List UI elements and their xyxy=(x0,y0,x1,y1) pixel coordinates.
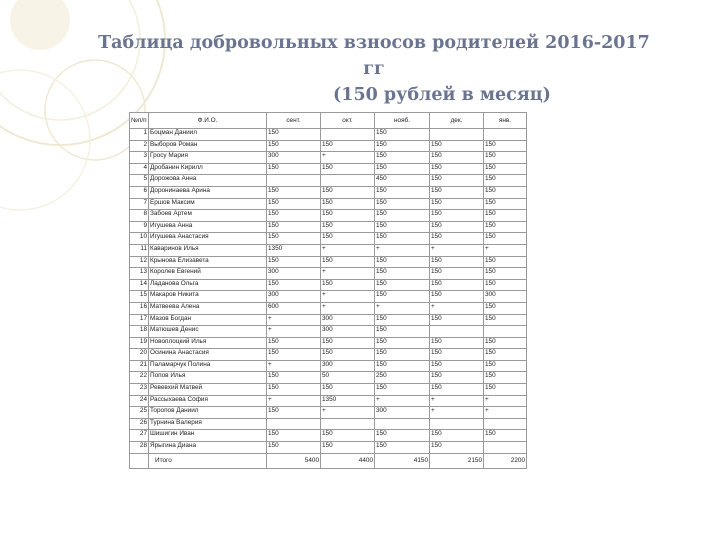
payment-cell: 150 xyxy=(375,430,430,442)
row-number: 10 xyxy=(130,233,149,245)
table-row xyxy=(130,186,527,198)
payment-cell: 150 xyxy=(430,210,484,222)
row-number: 8 xyxy=(130,210,149,222)
payment-cell: 300 xyxy=(321,360,375,372)
row-number: 26 xyxy=(130,418,149,430)
payment-cell: 1350 xyxy=(267,244,321,256)
column-header: нояб. xyxy=(375,113,430,129)
table-row xyxy=(130,175,527,187)
payment-cell: 150 xyxy=(267,256,321,268)
table-row xyxy=(130,360,527,372)
row-number: 6 xyxy=(130,186,149,198)
total-spacer xyxy=(130,453,149,468)
row-number: 24 xyxy=(130,395,149,407)
table-row xyxy=(130,244,527,256)
payment-cell: 150 xyxy=(375,279,430,291)
row-number: 1 xyxy=(130,129,149,141)
student-name: Боцман Даниил xyxy=(149,129,267,141)
payment-cell: + xyxy=(321,244,375,256)
payment-cell xyxy=(267,418,321,430)
student-name: Крынова Елизавета xyxy=(149,256,267,268)
table-header-row xyxy=(130,113,527,129)
student-name: Гросу Мария xyxy=(149,152,267,164)
payment-cell: 600 xyxy=(267,302,321,314)
payment-cell: + xyxy=(430,407,484,419)
row-number: 16 xyxy=(130,302,149,314)
payment-cell xyxy=(484,442,527,454)
payment-cell: 150 xyxy=(375,256,430,268)
row-number: 21 xyxy=(130,360,149,372)
column-header: №п/п xyxy=(130,113,149,129)
student-name: Матвеева Алена xyxy=(149,302,267,314)
payment-cell: 150 xyxy=(267,186,321,198)
payment-cell: 150 xyxy=(484,372,527,384)
row-number: 15 xyxy=(130,291,149,303)
table-row xyxy=(130,442,527,454)
row-number: 17 xyxy=(130,314,149,326)
row-number: 3 xyxy=(130,152,149,164)
payment-cell xyxy=(375,418,430,430)
table-row xyxy=(130,129,527,141)
payment-cell: 150 xyxy=(430,372,484,384)
payment-cell: 150 xyxy=(267,372,321,384)
payment-cell: 150 xyxy=(321,279,375,291)
payment-cell: 150 xyxy=(375,349,430,361)
payment-cell: + xyxy=(321,152,375,164)
student-name: Турнина Валерия xyxy=(149,418,267,430)
payment-cell: 150 xyxy=(484,198,527,210)
payment-cell: 150 xyxy=(321,210,375,222)
payment-cell: 150 xyxy=(430,198,484,210)
student-name: Доронинаева Арина xyxy=(149,186,267,198)
payment-cell: 150 xyxy=(375,221,430,233)
table-row xyxy=(130,291,527,303)
payment-cell: 1350 xyxy=(321,395,375,407)
table-row xyxy=(130,372,527,384)
column-header: дек. xyxy=(430,113,484,129)
payment-cell: 150 xyxy=(484,302,527,314)
payment-cell: + xyxy=(375,302,430,314)
row-number: 14 xyxy=(130,279,149,291)
payment-cell: 150 xyxy=(430,221,484,233)
student-name: Паламарчук Полина xyxy=(149,360,267,372)
student-name: Попов Илья xyxy=(149,372,267,384)
payment-cell: 150 xyxy=(375,326,430,338)
payment-cell: 150 xyxy=(484,314,527,326)
payment-cell xyxy=(484,129,527,141)
total-value: 2150 xyxy=(430,453,484,468)
student-name: Игушева Анна xyxy=(149,221,267,233)
payment-cell: + xyxy=(321,268,375,280)
student-name: Матюшев Денис xyxy=(149,326,267,338)
payment-cell: 150 xyxy=(430,163,484,175)
payment-cell: 150 xyxy=(321,349,375,361)
student-name: Каваринов Илья xyxy=(149,244,267,256)
payment-cell: 150 xyxy=(267,198,321,210)
table-row xyxy=(130,140,527,152)
column-header: сент. xyxy=(267,113,321,129)
payment-cell: 150 xyxy=(484,268,527,280)
payment-cell: + xyxy=(430,244,484,256)
payment-cell: 150 xyxy=(375,233,430,245)
payment-cell: 150 xyxy=(267,430,321,442)
payment-cell: + xyxy=(484,407,527,419)
table-row xyxy=(130,314,527,326)
payment-cell: 150 xyxy=(484,163,527,175)
payment-cell: 150 xyxy=(267,163,321,175)
table-row xyxy=(130,430,527,442)
table-row xyxy=(130,337,527,349)
title-line-1: Таблица добровольных взносов родителей 2016-2017 гг xyxy=(98,33,650,79)
payment-cell: + xyxy=(430,302,484,314)
payment-cell: 150 xyxy=(484,279,527,291)
student-name: Рассыхаева София xyxy=(149,395,267,407)
total-label: Итого xyxy=(149,453,267,468)
table-row xyxy=(130,349,527,361)
payment-cell: 150 xyxy=(430,337,484,349)
payment-cell: 150 xyxy=(267,129,321,141)
payment-cell: 150 xyxy=(321,256,375,268)
payment-cell: 150 xyxy=(484,221,527,233)
payment-cell: 150 xyxy=(321,430,375,442)
page-title xyxy=(90,30,710,108)
payment-cell: 150 xyxy=(375,140,430,152)
payment-cell: + xyxy=(375,395,430,407)
payment-cell: 150 xyxy=(375,186,430,198)
payment-cell: 150 xyxy=(375,129,430,141)
row-number: 12 xyxy=(130,256,149,268)
student-name: Игушева Анастасия xyxy=(149,233,267,245)
payment-cell: + xyxy=(321,407,375,419)
row-number: 4 xyxy=(130,163,149,175)
payment-cell: 150 xyxy=(375,360,430,372)
payment-cell: 150 xyxy=(267,221,321,233)
payment-cell xyxy=(321,418,375,430)
payment-cell: 150 xyxy=(375,152,430,164)
student-name: Ладанова Ольга xyxy=(149,279,267,291)
payment-cell: 150 xyxy=(484,349,527,361)
payment-cell: 150 xyxy=(484,233,527,245)
payment-cell xyxy=(267,175,321,187)
payment-cell: 150 xyxy=(430,384,484,396)
student-name: Мазов Богдан xyxy=(149,314,267,326)
column-header: янв. xyxy=(484,113,527,129)
row-number: 2 xyxy=(130,140,149,152)
payment-cell: 50 xyxy=(321,372,375,384)
student-name: Забоев Артем xyxy=(149,210,267,222)
payment-cell: 150 xyxy=(321,140,375,152)
table-row xyxy=(130,152,527,164)
payment-cell: 150 xyxy=(430,140,484,152)
payment-cell: 150 xyxy=(375,384,430,396)
row-number: 18 xyxy=(130,326,149,338)
student-name: Ершов Максим xyxy=(149,198,267,210)
student-name: Макаров Никита xyxy=(149,291,267,303)
payment-cell: 150 xyxy=(430,314,484,326)
payment-cell: 150 xyxy=(430,233,484,245)
title-line-2: (150 рублей в месяц) xyxy=(333,85,551,105)
payment-cell xyxy=(484,326,527,338)
payment-cell: 150 xyxy=(321,221,375,233)
payment-cell: 150 xyxy=(321,198,375,210)
payment-cell: + xyxy=(267,395,321,407)
payment-cell: 150 xyxy=(430,152,484,164)
total-value: 5400 xyxy=(267,453,321,468)
payment-cell: + xyxy=(375,244,430,256)
student-name: Королев Евгений xyxy=(149,268,267,280)
payment-cell: 150 xyxy=(484,152,527,164)
row-number: 25 xyxy=(130,407,149,419)
student-name: Дробанин Кирилл xyxy=(149,163,267,175)
payment-cell: 150 xyxy=(430,186,484,198)
payment-cell: + xyxy=(430,395,484,407)
payment-cell: + xyxy=(267,326,321,338)
payment-cell: 150 xyxy=(267,442,321,454)
payment-cell: 300 xyxy=(267,152,321,164)
table-row xyxy=(130,163,527,175)
payment-cell: 150 xyxy=(321,337,375,349)
payment-cell: + xyxy=(267,314,321,326)
payment-cell: 150 xyxy=(484,186,527,198)
total-value: 4150 xyxy=(375,453,430,468)
payment-cell: 150 xyxy=(321,442,375,454)
payment-cell: 150 xyxy=(375,314,430,326)
row-number: 11 xyxy=(130,244,149,256)
row-number: 23 xyxy=(130,384,149,396)
row-number: 22 xyxy=(130,372,149,384)
row-number: 20 xyxy=(130,349,149,361)
payment-cell: 150 xyxy=(267,210,321,222)
payment-cell: 150 xyxy=(267,279,321,291)
payment-cell: 150 xyxy=(484,256,527,268)
student-name: Ревевхий Матвей xyxy=(149,384,267,396)
payment-cell: 150 xyxy=(375,210,430,222)
row-number: 9 xyxy=(130,221,149,233)
payment-cell: 150 xyxy=(430,430,484,442)
payment-cell: 150 xyxy=(430,279,484,291)
payment-cell: 150 xyxy=(430,268,484,280)
payment-cell: 300 xyxy=(484,291,527,303)
payment-cell: 150 xyxy=(484,140,527,152)
payment-cell: 150 xyxy=(430,360,484,372)
table-row xyxy=(130,302,527,314)
payment-cell: 150 xyxy=(375,163,430,175)
contributions-table xyxy=(129,112,527,469)
student-name: Дорожова Анна xyxy=(149,175,267,187)
payment-cell: 150 xyxy=(267,337,321,349)
student-name: Ярыгина Диана xyxy=(149,442,267,454)
column-header: Ф.И.О. xyxy=(149,113,267,129)
payment-cell: 150 xyxy=(267,233,321,245)
column-header: окт. xyxy=(321,113,375,129)
payment-cell: 450 xyxy=(375,175,430,187)
payment-cell: + xyxy=(484,244,527,256)
student-name: Торопов Даниил xyxy=(149,407,267,419)
payment-cell: 150 xyxy=(430,256,484,268)
payment-cell: 150 xyxy=(375,337,430,349)
payment-cell: 150 xyxy=(430,349,484,361)
table-row xyxy=(130,221,527,233)
payment-cell: 150 xyxy=(321,186,375,198)
payment-cell: 150 xyxy=(484,210,527,222)
payment-cell: 150 xyxy=(430,442,484,454)
payment-cell: 300 xyxy=(267,291,321,303)
payment-cell: 150 xyxy=(267,140,321,152)
payment-cell xyxy=(430,326,484,338)
payment-cell: + xyxy=(484,395,527,407)
payment-cell: + xyxy=(321,291,375,303)
payment-cell: 300 xyxy=(267,268,321,280)
table-row xyxy=(130,407,527,419)
row-number: 19 xyxy=(130,337,149,349)
table-row xyxy=(130,326,527,338)
payment-cell: 150 xyxy=(321,233,375,245)
table-row xyxy=(130,198,527,210)
total-row xyxy=(130,453,527,468)
row-number: 27 xyxy=(130,430,149,442)
payment-cell: + xyxy=(267,360,321,372)
payment-cell xyxy=(321,175,375,187)
payment-cell: 150 xyxy=(484,175,527,187)
total-value: 4400 xyxy=(321,453,375,468)
payment-cell: 150 xyxy=(375,268,430,280)
payment-cell: 250 xyxy=(375,372,430,384)
table-row xyxy=(130,268,527,280)
payment-cell: 150 xyxy=(321,384,375,396)
payment-cell xyxy=(321,129,375,141)
payment-cell xyxy=(484,418,527,430)
payment-cell xyxy=(430,129,484,141)
table-row xyxy=(130,395,527,407)
payment-cell: 150 xyxy=(375,291,430,303)
payment-cell: 300 xyxy=(321,314,375,326)
payment-cell: 300 xyxy=(375,407,430,419)
payment-cell: 150 xyxy=(375,442,430,454)
payment-cell: 150 xyxy=(484,337,527,349)
row-number: 5 xyxy=(130,175,149,187)
payment-cell: 150 xyxy=(430,175,484,187)
table-row xyxy=(130,279,527,291)
payment-cell: 300 xyxy=(321,326,375,338)
payment-cell xyxy=(430,418,484,430)
payment-cell: 150 xyxy=(267,384,321,396)
payment-cell: + xyxy=(321,302,375,314)
row-number: 13 xyxy=(130,268,149,280)
payment-cell: 150 xyxy=(267,349,321,361)
payment-cell: 150 xyxy=(484,384,527,396)
student-name: Новоплоцкий Илья xyxy=(149,337,267,349)
table-row xyxy=(130,233,527,245)
table-row xyxy=(130,384,527,396)
payment-cell: 150 xyxy=(375,198,430,210)
student-name: Выборов Роман xyxy=(149,140,267,152)
payment-cell: 150 xyxy=(484,430,527,442)
table-row xyxy=(130,210,527,222)
row-number: 7 xyxy=(130,198,149,210)
row-number: 28 xyxy=(130,442,149,454)
total-value: 2200 xyxy=(484,453,527,468)
payment-cell: 150 xyxy=(267,407,321,419)
payment-cell: 150 xyxy=(484,360,527,372)
table-row xyxy=(130,418,527,430)
student-name: Шишигин Иван xyxy=(149,430,267,442)
student-name: Осинина Анастасия xyxy=(149,349,267,361)
payment-cell: 150 xyxy=(430,291,484,303)
table-row xyxy=(130,256,527,268)
payment-cell: 150 xyxy=(321,163,375,175)
